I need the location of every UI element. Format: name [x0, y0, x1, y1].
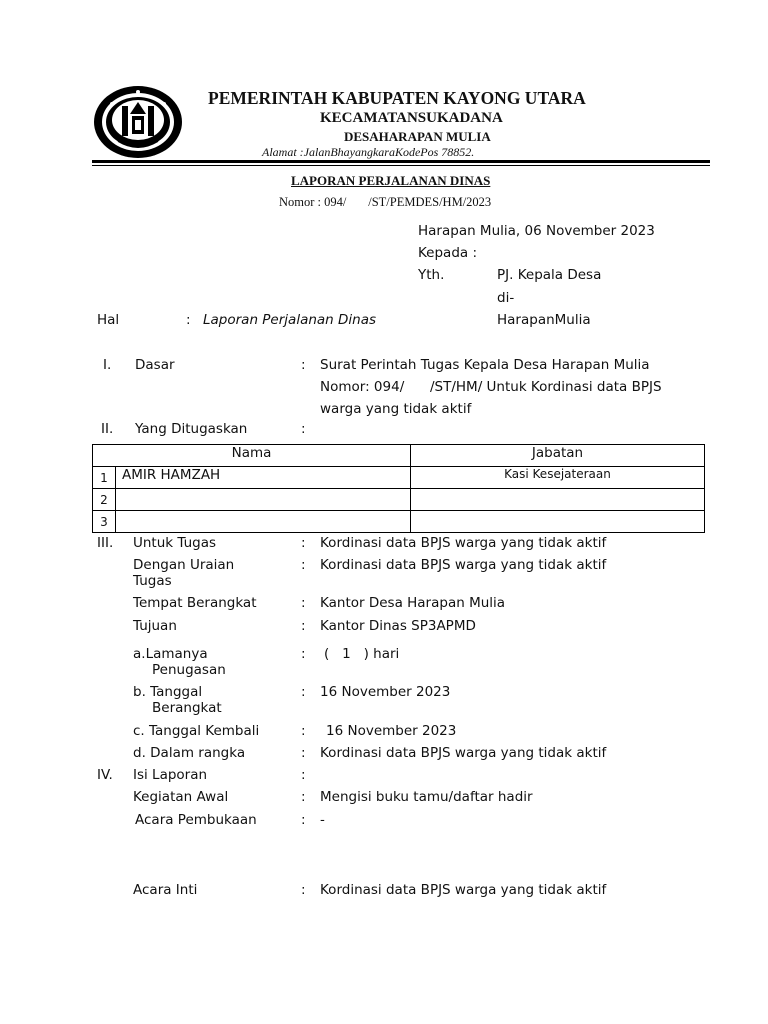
tujuan-colon: : — [301, 618, 306, 634]
dasar-line-2: Nomor: 094/ /ST/HM/ Untuk Kordinasi data BPJS — [320, 379, 662, 395]
document-number: Nomor : 094/ /ST/PEMDES/HM/2023 — [279, 195, 492, 209]
acara-pembukaan-colon: : — [301, 812, 306, 828]
row-nama — [116, 511, 411, 533]
row-number: 3 — [93, 511, 116, 533]
recipient-yth: Yth. — [418, 267, 445, 283]
tgl-berangkat-value: 16 November 2023 — [320, 684, 451, 700]
uraian-label-line-1: Dengan Uraian — [133, 557, 235, 573]
row-jabatan — [411, 489, 705, 511]
rangka-label: d. Dalam rangka — [133, 745, 246, 761]
tgl-berangkat-colon: : — [301, 684, 306, 700]
dasar-label: Dasar — [135, 357, 175, 373]
uraian-label-line-2: Tugas — [133, 573, 172, 589]
row-number: 2 — [93, 489, 116, 511]
table-row — [93, 511, 705, 533]
tujuan-label: Tujuan — [133, 618, 177, 634]
dasar-line-3: warga yang tidak aktif — [320, 401, 472, 417]
untuk-tugas-value: Kordinasi data BPJS warga yang tidak aktif — [320, 535, 607, 551]
laporan-colon: : — [301, 767, 306, 783]
tgl-kembali-label: c. Tanggal Kembali — [133, 723, 260, 739]
kegiatan-awal-label: Kegiatan Awal — [133, 789, 229, 805]
recipient-di: di- — [497, 290, 515, 306]
tgl-berangkat-label-line-1: b. Tanggal — [133, 684, 203, 700]
laporan-number: IV. — [97, 767, 113, 783]
ditugaskan-label: Yang Ditugaskan — [135, 421, 248, 437]
dasar-number: I. — [103, 357, 112, 373]
tgl-kembali-value: 16 November 2023 — [326, 723, 457, 739]
kegiatan-awal-value: Mengisi buku tamu/daftar hadir — [320, 789, 533, 805]
regency-emblem-logo — [92, 84, 184, 160]
letterhead-village: DESAHARAPAN MULIA — [344, 129, 491, 144]
berangkat-colon: : — [301, 595, 306, 611]
row-jabatan — [411, 511, 705, 533]
ditugaskan-number: II. — [101, 421, 114, 437]
kegiatan-awal-colon: : — [301, 789, 306, 805]
letterhead-address: Alamat :JalanBhayangkaraKodePos 78852. — [262, 145, 475, 159]
rangka-colon: : — [301, 745, 306, 761]
acara-pembukaan-value: - — [320, 812, 325, 828]
acara-pembukaan-label: Acara Pembukaan — [135, 812, 257, 828]
hal-colon: : — [186, 312, 191, 328]
recipient-kepada: Kepada : — [418, 245, 478, 261]
letterhead-district: KECAMATANSUKADANA — [320, 110, 503, 126]
acara-inti-value: Kordinasi data BPJS warga yang tidak aktif — [320, 882, 607, 898]
berangkat-value: Kantor Desa Harapan Mulia — [320, 595, 506, 611]
recipient-place: HarapanMulia — [497, 312, 591, 328]
lamanya-label-line-2: Penugasan — [152, 662, 226, 678]
lamanya-value: ( 1 ) hari — [324, 646, 400, 662]
lamanya-label-line-1: a.Lamanya — [133, 646, 208, 662]
letterhead-government: PEMERINTAH KABUPATEN KAYONG UTARA — [208, 88, 586, 108]
row-nama — [116, 489, 411, 511]
dasar-line-1: Surat Perintah Tugas Kepala Desa Harapan Mulia — [320, 357, 650, 373]
rangka-value: Kordinasi data BPJS warga yang tidak aktif — [320, 745, 607, 761]
lamanya-colon: : — [301, 646, 306, 662]
untuk-tugas-label: Untuk Tugas — [133, 535, 217, 551]
uraian-colon: : — [301, 557, 306, 573]
row-number: 1 — [93, 467, 116, 489]
place-date: Harapan Mulia, 06 November 2023 — [418, 223, 655, 239]
table-header-row — [93, 445, 705, 467]
tugas-number: III. — [97, 535, 114, 551]
ditugaskan-colon: : — [301, 421, 306, 437]
assigned-staff-table — [92, 444, 705, 533]
tujuan-value: Kantor Dinas SP3APMD — [320, 618, 476, 634]
header-nama: Nama — [93, 445, 411, 467]
document-title: LAPORAN PERJALANAN DINAS — [291, 173, 491, 188]
acara-inti-label: Acara Inti — [133, 882, 198, 898]
table-row — [93, 467, 705, 489]
letterhead-divider-thick — [92, 160, 710, 163]
row-nama: AMIR HAMZAH — [116, 467, 411, 489]
tgl-kembali-colon: : — [301, 723, 306, 739]
untuk-tugas-colon: : — [301, 535, 306, 551]
hal-value: Laporan Perjalanan Dinas — [203, 312, 377, 328]
berangkat-label: Tempat Berangkat — [133, 595, 257, 611]
row-jabatan: Kasi Kesejateraan — [411, 467, 705, 489]
tgl-berangkat-label-line-2: Berangkat — [152, 700, 222, 716]
dasar-colon: : — [301, 357, 306, 373]
table-row — [93, 489, 705, 511]
letterhead-divider-thin — [92, 165, 710, 166]
hal-label: Hal — [97, 312, 120, 328]
acara-inti-colon: : — [301, 882, 306, 898]
recipient-name: PJ. Kepala Desa — [497, 267, 602, 283]
laporan-label: Isi Laporan — [133, 767, 208, 783]
uraian-value: Kordinasi data BPJS warga yang tidak aktif — [320, 557, 607, 573]
header-jabatan: Jabatan — [411, 445, 705, 467]
